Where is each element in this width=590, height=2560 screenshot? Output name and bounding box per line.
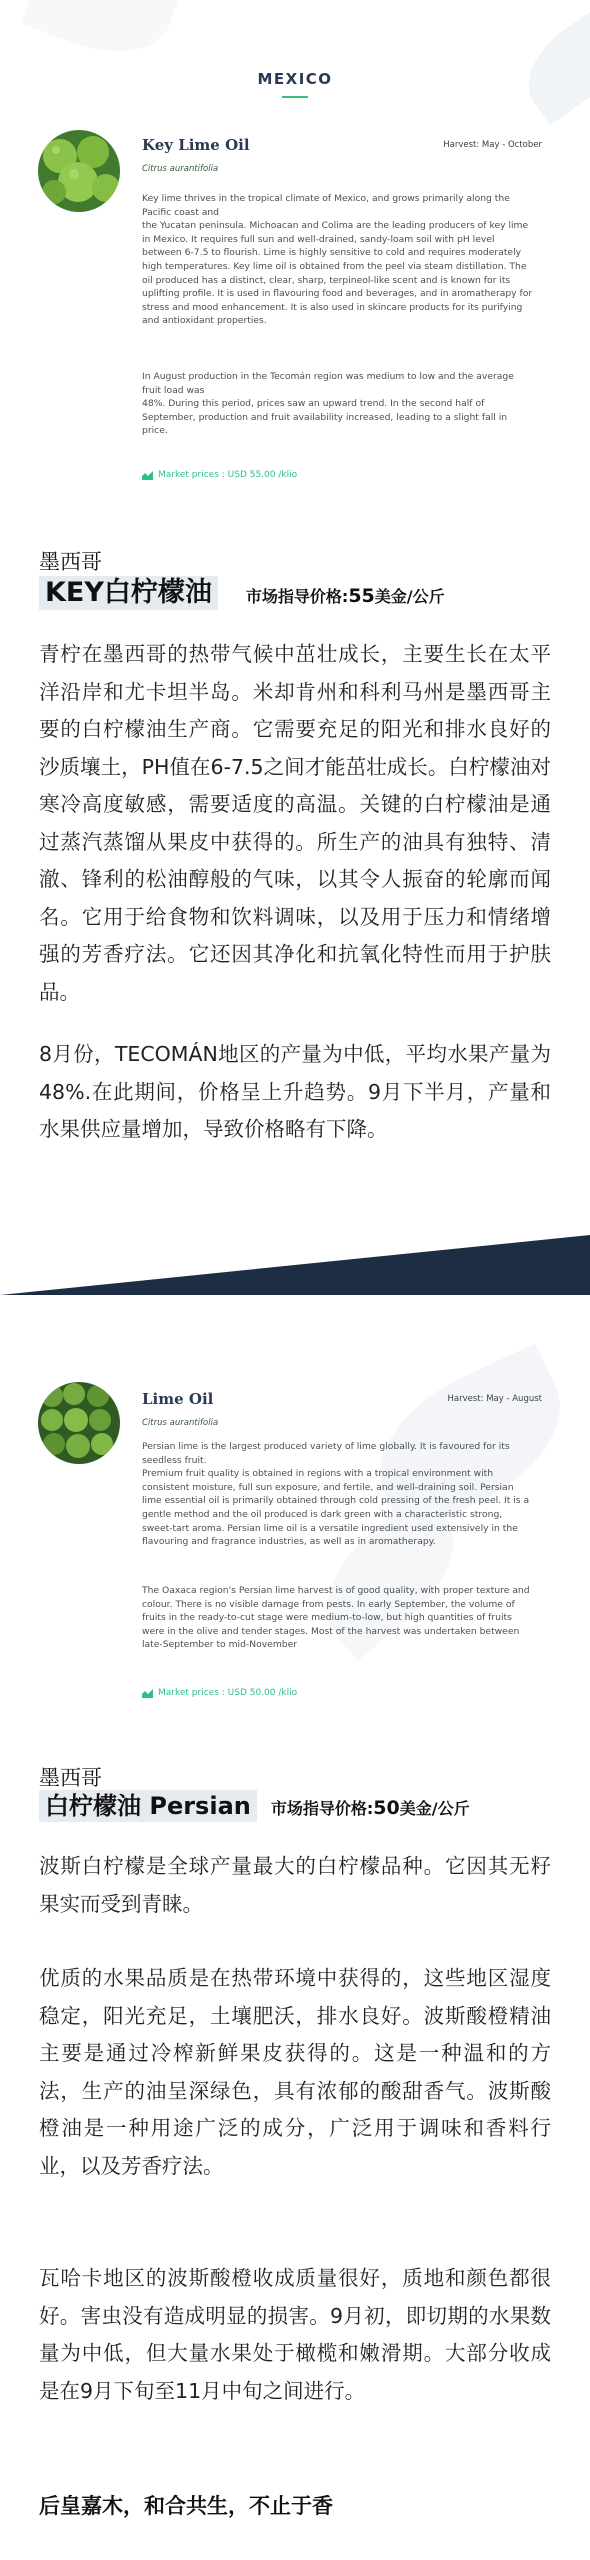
section-title: 白柠檬油 Persian bbox=[39, 1790, 257, 1822]
product-name: Key Lime Oil bbox=[142, 136, 250, 154]
paragraph: 优质的水果品质是在热带环境中获得的，这些地区湿度稳定，阳光充足，土壤肥沃，排水良好。波斯酸橙精油主要是通过冷榨新鲜果皮获得的。这是一种温和的方法，生产的油呈深绿色，具有浓郁的酸甜香气。波斯酸橙油是一种用途广泛的成分，广泛用于调味和香料行业，以及芳香疗法。 bbox=[39, 1966, 551, 2178]
product-card-lime bbox=[0, 1320, 590, 1740]
product-name: Lime Oil bbox=[142, 1390, 214, 1408]
paragraph: 瓦哈卡地区的波斯酸橙收成质量很好，质地和颜色都很好。害虫没有造成明显的损害。9月初，即切期的水果数量为中低，但大量水果处于橄榄和嫩滑期。大部分收成是在9月下旬至11月中旬之间进行。 bbox=[39, 2266, 551, 2403]
latin-name: Citrus aurantifolia bbox=[142, 164, 219, 174]
market-price: Market prices : USD 55.00 /klio bbox=[142, 470, 297, 480]
product-card-key-lime bbox=[0, 0, 590, 520]
product-description: Key lime thrives in the tropical climate of Mexico, and grows primarily along the Pacific coast and the Yucatan peninsula. Michoacan and Colima are the leading producers of key lime in Mexico. It requires full sun and well-drained, sandy-loam soil with pH level between 6-7.5 to flourish. Lime is highly sensitive to cold and requires moderately high temperatures. Key lime oil is obtained from the peel via steam distillation. The oil produced has a distinct, clear, sharp, terpineol-like scent and is known for its uplifting profile. It is used in flavouring food and beverages, and in aromatherapy for stress and mood enhancement. It is also used in skincare products for its purifying and antioxidant properties. bbox=[142, 193, 533, 327]
paragraph: 8月份，TECOMÁN地区的产量为中低，平均水果产量为48%.在此期间，价格呈上升趋势。9月下半月，产量和水果供应量增加，导致价格略有下降。 bbox=[39, 1042, 551, 1141]
section-country: 墨西哥 bbox=[39, 1766, 102, 1790]
divider-gap bbox=[0, 1295, 590, 1305]
footer-slogan: 后皇嘉木，和合共生，不止于香 bbox=[39, 2494, 333, 2518]
section-title: KEY白柠檬油 bbox=[39, 576, 218, 610]
harvest-report: The Oaxaca region's Persian lime harvest is of good quality, with proper texture and colour. There is no visible damage from pests. In early September, the volume of fruits in the ready-to-cut stage were medium-to-low, but high quantities of fruits were in the olive and tender stages. Most of the harvest was undertaken between late-September to mid-November bbox=[142, 1585, 530, 1651]
section-country: 墨西哥 bbox=[39, 550, 102, 574]
harvest-season: Harvest: May - October bbox=[443, 140, 542, 150]
harvest-report: In August production in the Tecomán region was medium to low and the average fruit load was 48%. During this period, prices saw an upward trend. In the second half of September, production and fruit availability increased, leading to a slight fall in price. bbox=[142, 371, 514, 437]
harvest-season: Harvest: May - August bbox=[447, 1394, 542, 1404]
guide-price: 市场指导价格:55美金/公斤 bbox=[245, 585, 445, 607]
key-lime-photo bbox=[38, 130, 120, 212]
chart-icon bbox=[142, 471, 153, 480]
guide-price: 市场指导价格:50美金/公斤 bbox=[270, 1797, 470, 1819]
leaf-decoration bbox=[510, 5, 590, 125]
leaf-decoration bbox=[21, 0, 180, 72]
product-description: Persian lime is the largest produced variety of lime globally. It is favoured for its seedless fruit. Premium fruit quality is obtained in regions with a tropical environment with consistent moisture, full sun exposure, and fertile, and well-draining soil. Persian lime essential oil is primarily obtained through cold pressing of the fresh peel. It is a gentle method and the oil produced is dark green with a characteristic strong, sweet-tart aroma. Persian lime oil is a versatile ingredient used extensively in the flavouring and fragrance industries, as well as in aromatherapy. bbox=[142, 1441, 530, 1548]
paragraph: 波斯白柠檬是全球产量最大的白柠檬品种。它因其无籽果实而受到青睐。 bbox=[39, 1854, 551, 1916]
paragraph: 青柠在墨西哥的热带气候中茁壮成长，主要生长在太平洋沿岸和尤卡坦半岛。米却肯州和科利马州是墨西哥主要的白柠檬油生产商。它需要充足的阳光和排水良好的沙质壤土，PH值在6-7.5之间才能茁壮成长。白柠檬油对寒冷高度敏感，需要适度的高温。关键的白柠檬油是通过蒸汽蒸馏从果皮中获得的。所生产的油具有独特、清澈、锋利的松油醇般的气味，以其令人振奋的轮廓而闻名。它用于给食物和饮料调味，以及用于压力和情绪增强的芳香疗法。它还因其净化和抗氧化特性而用于护肤品。 bbox=[39, 642, 551, 1004]
lime-photo bbox=[38, 1382, 120, 1464]
market-price: Market prices : USD 50.00 /klio bbox=[142, 1688, 297, 1698]
latin-name: Citrus aurantifolia bbox=[142, 1418, 219, 1428]
card-country-title: MEXICO bbox=[257, 70, 333, 88]
chart-icon bbox=[142, 1689, 153, 1698]
section-title-row bbox=[39, 1790, 470, 1822]
title-underline bbox=[282, 96, 308, 98]
section-title-row bbox=[39, 576, 445, 610]
